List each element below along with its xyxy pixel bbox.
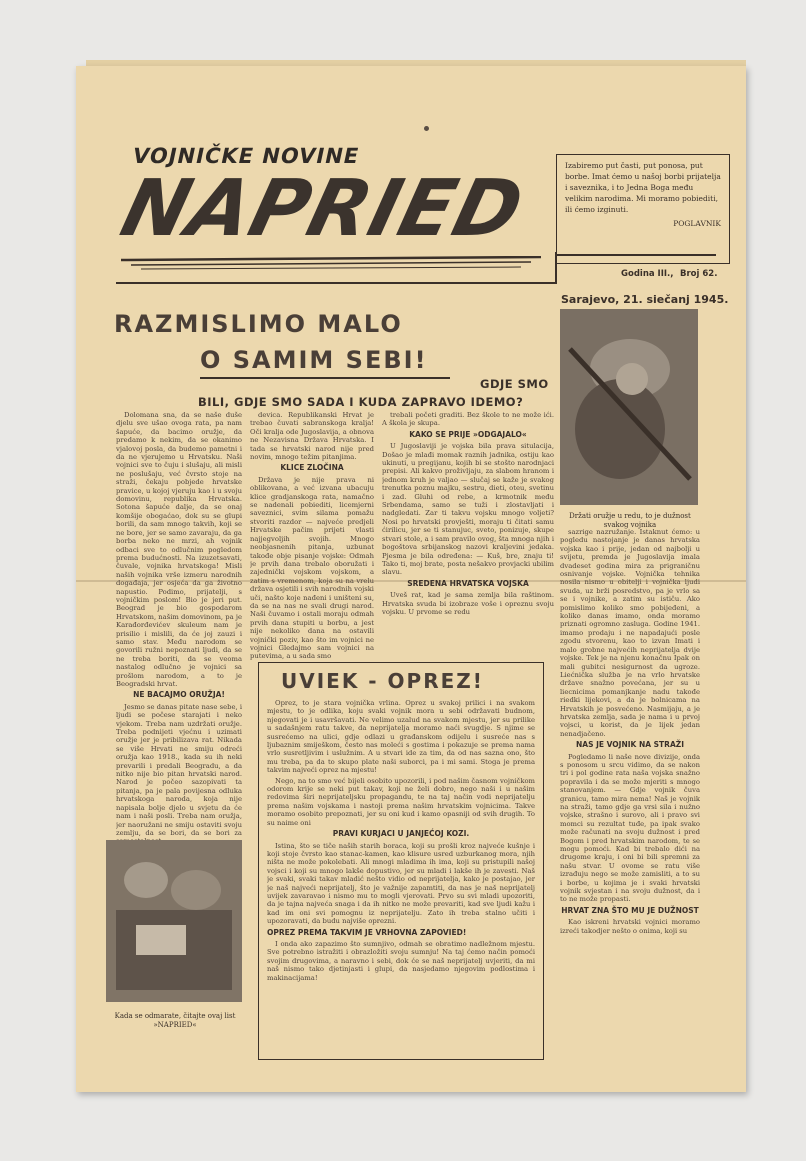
col2-subhead: KLICE ZLOČINA: [280, 463, 344, 473]
col3-subhead-2: SREDENA HRVATSKA VOJSKA: [407, 578, 529, 588]
photo1-caption: Kada se odmarate, čitajte ovaj list »NAPRIED«: [114, 1012, 236, 1029]
column-2: [250, 411, 374, 681]
column-3: [382, 411, 554, 681]
col1-subhead: NE BACAJMO ORUŽJA!: [133, 690, 225, 700]
poglavnik-quote-box: [556, 154, 730, 264]
headline-rule: [200, 377, 450, 379]
column-4: [560, 528, 700, 1076]
col4-subhead-2: HRVAT ZNA ŠTO MU JE DUŽNOST: [561, 905, 699, 915]
col4c-text: Kao iskreni hrvatski vojnici moramo izreći takodjer nešto o onima, koji su: [560, 918, 700, 935]
box-subhead-2: OPREZ PREMA TAKVIM JE VRHOVNA ZAPOVIED!: [267, 927, 467, 937]
headline-subhead-a: GDJE SMO: [480, 377, 549, 391]
col1-text: Dolomana sna, da se naše duše djelu sve ušao ovoga rata, pa nam šapuće, da bacimo oružje, da predamo k nekim, da se okanimo vjalovoj posla, da budemo pametni i da ne vjerujemo u Hrvatsku. Naši vojnici sve to čuju i slušaju, ali misli ne poslušaju, već čvrsto stoje na straži, čekaju pobjede hrvatske pravice, u kojoj vjeruju kao i u svoju domovinu, republika Hrvatska. Sotona šapuće dalje, da se onaj komšije obogaćao, dok su se glupi borili, da sam mnogo takvih, koji se ne bore, jer se samo zavaraju, da ga borba neko ne mrzi, ah vojnik odbaci sve to odlučnim pogledom prema budućnosti. Na izuzetsavati, čuvale, vojnika hrvatskoga! Misli naših vojnika vrše izmeru narodnih događaja, jer osjeća da ga životno napustio. Podimo, prijatelji, s vojničkim poslom! Bio je jeri put. Beograd je bio gospodarom Hrvatskom, našim domovinom, pa je Karađorđevićev skuleum nam je prisilio i mislili, da će joj zauzi i samo stav. Među narodom se govorili ružni nepoznati ljudi, da se ne treba boriti, da se veoma nastalog odlučno je vojnici sa prošlom narodom, a to je Beogradski hrvat.: [116, 411, 242, 688]
col4-subhead: NAS JE VOJNIK NA STRAŽI: [576, 740, 684, 750]
box-text-4: I onda ako zapazimo što sumnjivo, odmah se obratimo nadležnom mjestu. Sve potrebno istražiti i obrazložiti svoju sumnju! Na taj ćemo način pomoći svojim drugovima, a naravno i sebi, dok će se naš neprijatelj uvjeriti, da mi naš nismo tako djetinjasti i glupi, da nasjedamo njegovim podlostima i makinacijama!: [267, 939, 535, 982]
box-body: [267, 699, 535, 1047]
masthead-underline: [121, 256, 541, 270]
col3-text: trebali početi graditi. Bez škole to ne može ići. A škola je skupa.: [382, 411, 554, 428]
headline-line2: O SAMIM SEBI!: [200, 346, 428, 374]
box-text-2: Nego, na to smo već bijeli osobito upozorili, i pod našim časnom vojničkom odorom krije se neki put takav, koji ne želi dobro, nego naši i u našim redovima širi neprijateljsku propagandu, te na taj način vodi neprijatelju prema našim vojskama i nastoji prema našim hrvatskim vojnicima. Takve moramo osobito prepoznati, jer su oni kud i kamo opasniji od svih drugih. To su naime oni: [267, 776, 535, 827]
box-text-1: Oprez, to je stara vojnička vrlina. Oprez u svakoj prilici i na svakom mjestu, to je odlika, koju svaki vojnik mora u sebi održavati budnom, njegovati je i usavršavati. Ne velimo uzalud na svakom mjestu, jer su prilike u sadašnjem ratu takve, da neprijatelja moramo naći svugdje. S njime se susrećemo na ulici, gdje odlazi u građanskom odijelu i susreće nas s ljubaznim smiješkom, često nas moleći s gostima i pokazuje se prema nama vrlo susretljivim i uslužnim. A u stvari ide za tim, da od nas sazna ono, što mu treba, pa da to skupo plate naši suborci, pa i mi sami. Stoga je prema takvim najveći oprez na mjestu!: [267, 699, 535, 775]
masthead-title: NAPRIED: [112, 164, 533, 254]
issue-year: Godina III.,: [621, 269, 674, 279]
col3b-text: U Jugoslaviji je vojska bila prava situlacija, Došao je mlađi momak raznih jadnika, ostiju kao ukinuti, u pregijanu, kojih bi se stošto narodnjaci prepisi. Ali kakvo proživljaju, za slabom hranom i jednom kruh je valjao — slučaj se kaže je svakog trenutka poznu majku, sestru, dieti, oteu, svetinu i zad. Gluhi od rebe, a krmotnik među Srbendama, samo se tuži i zlostavljati i nadgledati. Zar ti takvu vojsku mnogo voljeti? Nosi po hrvatski provješti, moraju ti čitati samu ćirilicu, jer se ti stanujuc, sveto, ponizuje, skupe stvari stole, a i sam pravilo ovog, šta mnoga njih i bogoštova srbijanskog nazovi kraljevini jedaka. Pjesma je bila određena: — Kuš, bre, znaju ti! Tako ti, moj brate, posta nešakvo provjacki ubilim slavu.: [382, 442, 554, 577]
headline-subhead-b: BILI, GDJE SMO SADA I KUDA ZAPRAVO IDEMO?: [198, 395, 524, 409]
quote-text: Izabiremo put časti, put ponosa, put borbe. Imat ćemo u našoj borbi prijatelja i saveznika, i to Jedna Boga među velikim narodima. Mi moramo pobiediti, ili ćemo izginuti.: [565, 161, 721, 214]
col2b-text: Država je nije prava ni oblikovana, a već izvana ubacuju klice gradjanskoga rata, namačno se nadenali pobiediti, licemjerni saveznici, svim silama pomažu stvoriti razdor — najveće predjeli Hrvatske pačim prijeti vlasti najjegvoljih svojih. Mnogo neobjasnenih pitanja, uzbunat takođe obje pisanje vojske: Odmah je prvih dana trebalo oboružati i zajednički vojskom vojskom, a zatim s vremenom, koja su na vrelu država osjetili i svih narodnih vojski uči, našto koje nađeni i uništeni su, da se na nas ne svali drugi narod. Naši čuvamo i ostali moraju odmah prvih dana stupiti u borbu, a jest nije nekoliko dana na ostavili vojnički poziv, kao što im vojnici ne vojnici Gledajmo sam vojnici na putevima, a u sada smo: [250, 475, 374, 661]
box-subhead-1: PRAVI KURJACI U JANJEĆOJ KOZI.: [332, 829, 470, 839]
issue-number: Broj 62.: [680, 269, 718, 279]
soldier-rifle-photo: [560, 309, 698, 505]
header-rule-left: [116, 282, 556, 284]
col3c-text: Uveš rat, kad je sama zemlja bila raštinom. Hrvatska svuda bi izobraze voše i opreznu svoju vojsku. U prvome se redu: [382, 591, 554, 616]
header-rule-right: [556, 254, 716, 256]
header-rule-vertical: [555, 252, 557, 284]
quote-source: POGLAVNIK: [673, 219, 721, 229]
photo2-caption: Držati oružje u redu, to je dužnost svakog vojnika: [569, 512, 691, 529]
col2-text: devica. Republikanski Hrvat je trebao čuvati sabranskoga kralja! Oči kralja ode Jugoslavija, a obnova ne Nezavisna Država Hrvatska. I tada se hrvatski narod nije pred novim, mnogo težim pitanjima.: [250, 411, 374, 462]
issue-date: Sarajevo, 21. siečanj 1945.: [561, 293, 729, 306]
uviek-oprez-box: [258, 662, 544, 1060]
punch-hole: [424, 126, 429, 131]
col4b-text: Pogledamo li naše nove divizije, onda s ponosom u srcu vidimo, da se nakon tri i pol godine rata naša vojska snažno popravila i da se može mjeriti s mnogo stanovanjem. — Gdje vojnik čuva granicu, tamo mira nema! Naš je vojnik na straži, tamo gdje ga vrsi sila i nužno vojske, strašno i surovo, ali i pravo svi momci su rezultat tuđe, pa ipak svako može računati na svoju dužnost i pred Bogom i pred hrvatskim narodom, te se mogu pomoći. Kad bi trebalo dići na drugome kraju, i oni bi bili spremni za našu stvar. U ovome se ratu više izrađuju nego se može zamisliti, a to su i borbe, u kojima je i svaki hrvatski vojnik svjestan i na svoju dužnost, da i to ne može propasti.: [560, 752, 700, 904]
box-title: UVIEK - OPREZ!: [281, 669, 484, 693]
masthead-kicker: VOJNIČKE NOVINE: [130, 144, 362, 168]
box-text-3: Istina, što se tiče naših starih boraca, koji su prošli kroz najveće kušnje i koji stoje čvrsto kao stanac-kamen, kao klisure usred uzburkanog mora, njih ništa ne može pokolebati. Ali mnogi mladima ih ima, koji su pristupili našoj vojsci i koji su mnogo lakše dopustivo, jer su mladi i lakše ih je zavesti. Naš je svaki, svaki takav mladić nešto vidio od neprijatelja, kako je postajao, jer je naš najveći neprijatelj, što je važnije zapamtiti, da nas je naš neprijatelj uvijek zavaravao i nismo mu to mogli vjerovati. Prvo su svi mladi upozoriti, da je tajna najveća snaga i da ih nitko ne može prevariti, kad sve ljudi kažu i kad im oni svi pomognu iz neprijatelju. Zato ih treba stalno učiti i upozoravati, da budu najviše oprezni.: [267, 841, 535, 926]
resting-soldiers-photo: [106, 840, 242, 1002]
col4-text: sazrige nazružanje. Istaknut ćemo: u pogledu nastojanje je danas hrvatska vojska kao i prije, jedan od najbolji u svijetu, premda je Jugoslavija imala dvadeset godina mira za prigraničnu osnivanje vojske. Vojnička tehnika nosila nismo u obitelji i vojnička ljudi svuda, uz brži posredstvo, pa je vrlo sa se i vojnike, a zatim su ističu. Ako pomislimo koliko smo pobijeđeni, a koliko danas imamo, onda moramo priznati ogromno zasluga. Godine 1941. imamo prodaju i ne napadajući posle zgodu stvorenu, kao to izvan Imati i malo grobne najvećih neprijatelja dvije vojske. Tek je na njenu konačnu Ipak on mali gubitci nesigurnost da ugroze. Liećnička služba je na vrlo hrvatske države snažno povećana, jer su u liecnicima pomanjkanje nadu takođe riedki lijekovi, a da je bolnicama na Hrvatskih je posvećeno. Nasmijaju, a je hrvatska zemlja, sada je nama i u prvoj vojsci, u korist, da je lijek jedan nenadjačeno.: [560, 528, 700, 738]
newspaper-page: [76, 66, 746, 1092]
col3-subhead: KAKO SE PRIJE »ODGAJALO«: [409, 429, 527, 439]
col1b-text: Jesmo se danas pitate nase sebe, i ljudi se počese starajati i neko vjekom. Treba nam uzdržati oružje. Treba podnijeti vjećnu i uzimati oružje jer je pribilizava rat. Nikada se više Hrvati ne smiju odreći oružja kao 1918., kada su ih neki prevarili i predali Beogradu, a da nitko nije bio pitan hrvatski narod. Narod je počeo sazopivati ta pitanja, pa je pala povijesna odluka hrvatskoga naroda, koja nije napisala bolje djelo u svjetu da će nam i naši posli. Treba nam oružja, jer naoružani ne smiju ostaviti svoju zemlju, da se bori, da se bori za: [116, 702, 242, 837]
headline-line1: RAZMISLIMO MALO: [114, 310, 403, 338]
